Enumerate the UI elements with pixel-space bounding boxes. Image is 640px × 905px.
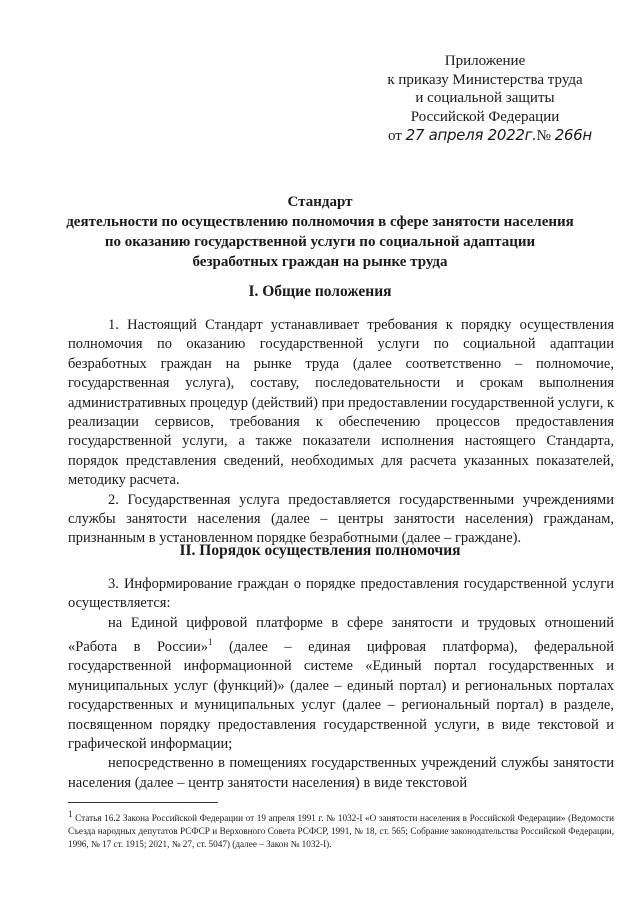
paragraph-1: 1. Настоящий Стандарт устанавливает требования к порядку осуществления полномочия по оказанию государственной услуги по социальной адаптации безработных граждан на рынке труда (далее соответственно – полномочие, государственная услуга), составу, последовательности и срокам выполнения административных процедур (действий) при предоставлении государственной услуги, к реализации сервисов, требования к обеспечению процессов предоставления государственной услуги, а также показатели исполнения настоящего Стандарта, порядок представления сведений, необходимых для расчета указанных показателей, методику расчета. [68,317,615,489]
order-number-sign: № [536,128,551,144]
section-1-heading: I. Общие положения [248,283,392,300]
appendix-line-2: к приказу Министерства труда [387,71,583,88]
footnote-text: Статья 16.2 Закона Российской Федерации от 19 апреля 1991 г. № 1032-I «О занятости населения в Российской Федерации» (Ведомости Съезда народных депутатов РСФСР и Верховного Совета РСФСР, 1991, № 18, ст. 565; Собрание законодательства Российской Федерации, 1996, № 17 ст. 1915; 2021, № 27, ст. 5047) (далее – Закон № 1032-I). [68,813,614,850]
appendix-line-4: Российской Федерации [410,108,560,125]
footnote [68,808,614,851]
section-1-body [68,316,614,549]
appendix-line-1: Приложение [444,53,526,69]
paragraph-2: 2. Государственная услуга предоставляется государственными учреждениями службы занятости населения (далее – центры занятости населения) гражданам, признанным в установленном порядке безработными (далее – граждане). [68,491,614,547]
title-line-1: Стандарт [287,194,353,210]
appendix-block [380,52,590,146]
footnote-divider [68,802,218,803]
order-date-handwritten: 27 апреля 2022г. [405,126,537,144]
paragraph-3b: непосредственно в помещениях государственных учреждений службы занятости населения (далее – центр занятости населения) в виде текстовой [68,755,614,791]
section-2-body [68,575,614,793]
paragraph-3a [68,614,614,755]
order-number-handwritten: 266н [554,126,592,144]
order-date-prefix: от [388,128,402,144]
order-date-number [380,126,590,146]
title-line-3: по оказанию государственной услуги по социальной адаптации [104,234,536,250]
title-line-2: деятельности по осуществлению полномочия в сфере занятости населения [66,214,574,230]
section-2-heading: II. Порядок осуществления полномочия [179,542,461,559]
footnote-mark: 1 [68,809,73,819]
document-title [60,192,580,272]
title-line-4: безработных граждан на рынке труда [192,254,448,270]
footnote-reference[interactable]: 1 [207,637,213,648]
paragraph-3: 3. Информирование граждан о порядке предоставления государственной услуги осуществляется: [68,576,614,612]
paragraph-3a-part-2: (далее – единая цифровая платформа), федеральной государственной информационной системе «Единый портал государственных и муниципальных услуг (функций)» (далее – единый портал) и региональных порталах государственных и муниципальных услуг (далее – региональный портал) в разделе, посвященном порядку предоставления государственной услуги, в виде текстовой и графической информации; [68,639,615,753]
appendix-line-3: и социальной защиты [415,90,555,106]
paragraph-3a-part-1: на Единой цифровой платформе в сфере занятости и трудовых отношений «Работа в России» [68,614,614,656]
